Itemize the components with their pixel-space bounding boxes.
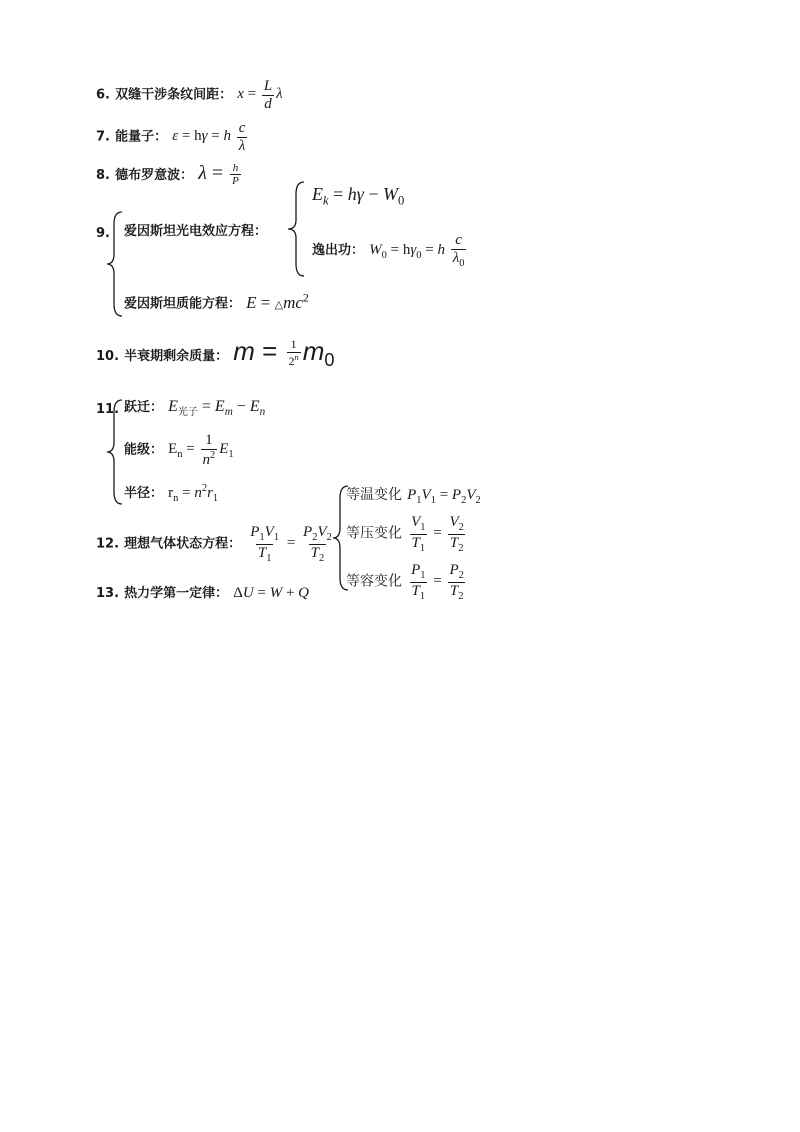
- photoelectric-equation-label: [124, 220, 267, 239]
- item-8-number: 8.: [96, 168, 110, 184]
- item-7-number: 7.: [96, 129, 110, 145]
- work-function-label: 逸出功：: [312, 242, 365, 258]
- transition-row: [124, 396, 265, 418]
- half-life-formula: m = $\frac{1}{2^n}$ $m_0$: [233, 336, 335, 371]
- energy-level-label: 能级：: [124, 442, 164, 458]
- item-6-number: 6.: [96, 87, 110, 103]
- energy-quantum-formula: ε = hγ = h $\frac{c}{\lambda}$: [172, 120, 246, 154]
- transition-formula: $E_{光子} = E_m - E_n$: [168, 398, 266, 419]
- mass-energy-label: 爱因斯坦质能方程：: [124, 296, 242, 312]
- item-7-label: 能量子：: [115, 129, 168, 145]
- energy-level-formula: $E_n$ = $\frac{1}{n^2}$ $E_1$: [168, 432, 234, 468]
- item-6-label: 双缝干涉条纹间距：: [115, 87, 233, 103]
- isobaric-label: 等压变化: [346, 525, 402, 542]
- energy-level-row: [124, 432, 234, 468]
- work-function-row: [312, 232, 468, 269]
- photoelectric-inner-brace: [284, 180, 306, 278]
- isobaric-formula: $\frac{V_1}{T_1}$ = $\frac{V_2}{T_2}$: [411, 514, 464, 554]
- orbit-radius-row: [124, 482, 218, 504]
- de-broglie-formula: λ = $\frac{h}{P}$: [198, 162, 239, 188]
- item-8: [96, 162, 243, 187]
- isobaric-row: [346, 514, 468, 554]
- mass-energy-formula: $E = \triangle mc^2$: [246, 290, 309, 312]
- item-11-number-text: 11.: [96, 402, 120, 417]
- isochoric-formula: $\frac{P_1}{T_1}$ = $\frac{P_2}{T_2}$: [411, 562, 464, 602]
- item-10-label: 半衰期剩余质量：: [124, 349, 229, 364]
- work-function-formula: $W_0 = h\gamma_0 = h$ $\frac{c}{\lambda_0}$: [369, 232, 465, 269]
- isochoric-label: 等容变化: [346, 573, 402, 590]
- item-12-number: 12.: [96, 536, 120, 552]
- fringe-spacing-formula: x = $\frac{L}{d}$ λ: [237, 78, 283, 112]
- item-7: [96, 120, 249, 154]
- isothermal-row: [346, 484, 481, 506]
- isothermal-formula: $P_1V_1 = P_2V_2$: [407, 487, 481, 506]
- item-6: [96, 78, 283, 112]
- item-13: [96, 582, 309, 602]
- item-10: [96, 336, 335, 371]
- isothermal-label: 等温变化: [346, 487, 402, 503]
- item-13-label: 热力学第一定律：: [124, 586, 229, 601]
- item-13-number: 13.: [96, 586, 120, 601]
- mass-energy-row: [124, 290, 309, 313]
- isochoric-row: [346, 562, 468, 602]
- first-law-formula: ΔU = W + Q: [233, 585, 310, 601]
- item-10-number: 10.: [96, 349, 120, 364]
- orbit-radius-formula: $r_n = n^2r_1$: [168, 483, 219, 504]
- photon-subscript: 光子: [177, 407, 198, 419]
- item-8-label: 德布罗意波：: [115, 168, 194, 184]
- item-9-number-text: 9.: [96, 226, 110, 241]
- item-12: [96, 524, 336, 564]
- ideal-gas-formula: $\frac{P_1V_1}{T_1}$ = $\frac{P_2V_2}{T_2}$: [250, 524, 332, 564]
- photoelectric-equation: $E_k = h\gamma - W_0$: [312, 184, 405, 208]
- transition-label: 跃迁：: [124, 400, 164, 415]
- item-9-number: [96, 222, 110, 241]
- orbit-radius-label: 半径：: [124, 486, 164, 501]
- item-12-label: 理想气体状态方程：: [124, 536, 242, 552]
- item-11-number: [96, 398, 119, 417]
- photoelectric-label-text: 爱因斯坦光电效应方程：: [124, 224, 268, 239]
